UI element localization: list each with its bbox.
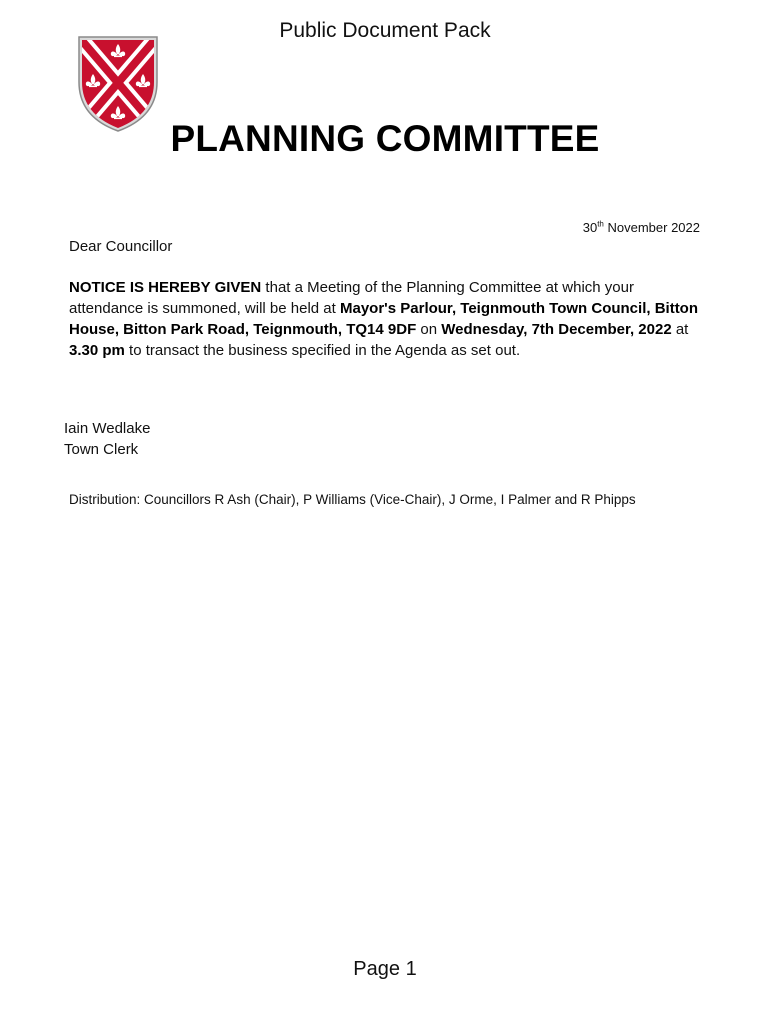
notice-on-text: on	[416, 321, 442, 338]
signatory-block	[64, 418, 150, 460]
page-title: PLANNING COMMITTEE	[170, 118, 600, 159]
notice-at-text: at	[671, 321, 689, 338]
page-number: Page 1	[353, 958, 417, 980]
meeting-venue: Mayor's Parlour, Teignmouth Town Council, Bitton House, Bitton Park Road, Teignmouth, TQ14 9DF	[69, 300, 699, 338]
date-day: 30	[582, 220, 598, 235]
date-month-year: November 2022	[603, 220, 700, 235]
signatory-role: Town Clerk	[64, 441, 139, 458]
notice-heading: NOTICE IS HEREBY GIVEN	[69, 279, 262, 296]
meeting-time: 3.30 pm	[69, 342, 125, 359]
notice-closing-text: to transact the business specified in the Agenda as set out.	[124, 342, 521, 359]
public-document-pack-header: Public Document Pack	[279, 19, 491, 42]
notice-intro-text: that a Meeting of the Planning Committee at which your attendance is summoned, will be held at	[69, 279, 634, 317]
signatory-name: Iain Wedlake	[64, 420, 151, 437]
date-ordinal-suffix: th	[597, 219, 604, 229]
salutation: Dear Councillor	[69, 238, 173, 255]
distribution-list: Distribution: Councillors R Ash (Chair), P Williams (Vice-Chair), J Orme, I Palmer and R Phipps	[69, 492, 636, 507]
letter-date	[583, 220, 700, 235]
meeting-date: Wednesday, 7th December, 2022	[441, 321, 672, 338]
meeting-notice-paragraph	[69, 277, 709, 361]
